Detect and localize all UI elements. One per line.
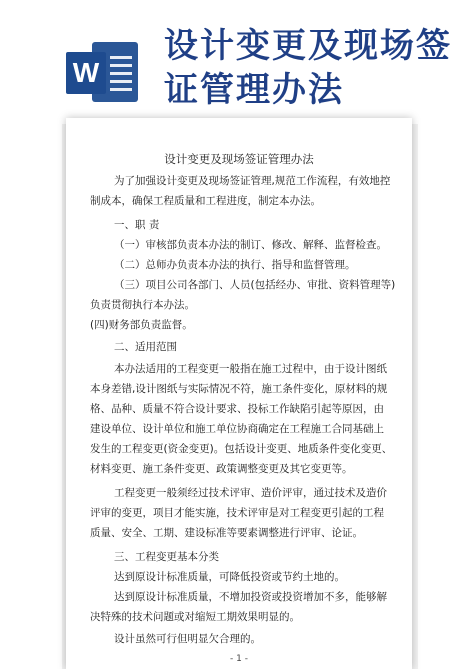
word-icon-letter: W (66, 52, 106, 94)
paragraph-line: （三）项目公司各部门、人员(包括经办、审批、资料管理等) (114, 279, 396, 291)
paragraph-line: 达到原设计标准质量，可降低投资或节约土地的。 (114, 571, 345, 583)
paragraph-line: 格、品种、质量不符合设计要求、投标工作缺陷引起等原因，由 (90, 403, 384, 415)
paragraph-line: 设计虽然可行但明显欠合理的。 (114, 633, 261, 645)
banner-title-line2: 证管理办法 (164, 70, 344, 110)
paragraph-line: 发生的工程变更(资金变更)。包括设计变更、地质条件变化变更、 (90, 443, 393, 455)
document-body (66, 118, 412, 669)
section-heading: 一、职 责 (114, 219, 160, 231)
paragraph-line: （一）审核部负责本办法的制订、修改、解释、监督检查。 (114, 239, 387, 251)
word-icon-line (110, 80, 132, 83)
paragraph-line: 制成本，确保工程质量和工程进度，制定本办法。 (90, 195, 321, 207)
paragraph-line: 本办法适用的工程变更一般指在施工过程中，由于设计图纸 (114, 363, 387, 375)
banner-title-line1: 设计变更及现场签 (164, 26, 452, 66)
word-icon-line (110, 56, 132, 59)
page-number: - 1 - (230, 654, 248, 664)
paragraph-line: 负责贯彻执行本办法。 (90, 299, 195, 311)
paragraph-line: 本身差错,设计图纸与实际情况不符，施工条件变化，原材料的规 (90, 383, 388, 395)
paragraph-line: 材料变更、施工条件变更、政策调整变更及其它变更等。 (90, 463, 353, 475)
banner-title (164, 24, 464, 112)
document-page[interactable] (66, 118, 412, 669)
paragraph-line: 为了加强设计变更及现场签证管理,规范工作流程，有效地控 (114, 175, 391, 187)
section-heading: 二、适用范围 (114, 341, 177, 353)
paragraph-line: 达到原设计标准质量，不增加投资或投资增加不多，能够解 (114, 591, 387, 603)
document-title: 设计变更及现场签证管理办法 (164, 152, 314, 166)
section-heading: 三、工程变更基本分类 (114, 551, 219, 563)
word-icon-line (110, 88, 132, 91)
paragraph-line: 质量、安全、工期、建设标准等要素调整进行评审、论证。 (90, 527, 363, 539)
paragraph-line: (四)财务部负责监督。 (90, 319, 193, 331)
paragraph-line: （二）总师办负责本办法的执行、指导和监督管理。 (114, 259, 356, 271)
paragraph-line: 建设单位、设计单位和施工单位协商确定在工程施工合同基础上 (90, 423, 384, 435)
paragraph-line: 工程变更一般须经过技术评审、造价评审，通过技术及造价 (114, 487, 387, 499)
paragraph-line: 评审的变更，项目才能实施，技术评审是对工程变更引起的工程 (90, 507, 384, 519)
word-icon-line (110, 72, 132, 75)
banner (0, 0, 474, 120)
word-icon-line (110, 64, 132, 67)
paragraph-line: 决特殊的技术问题或对缩短工期效果明显的。 (90, 611, 300, 623)
word-icon (66, 38, 140, 108)
